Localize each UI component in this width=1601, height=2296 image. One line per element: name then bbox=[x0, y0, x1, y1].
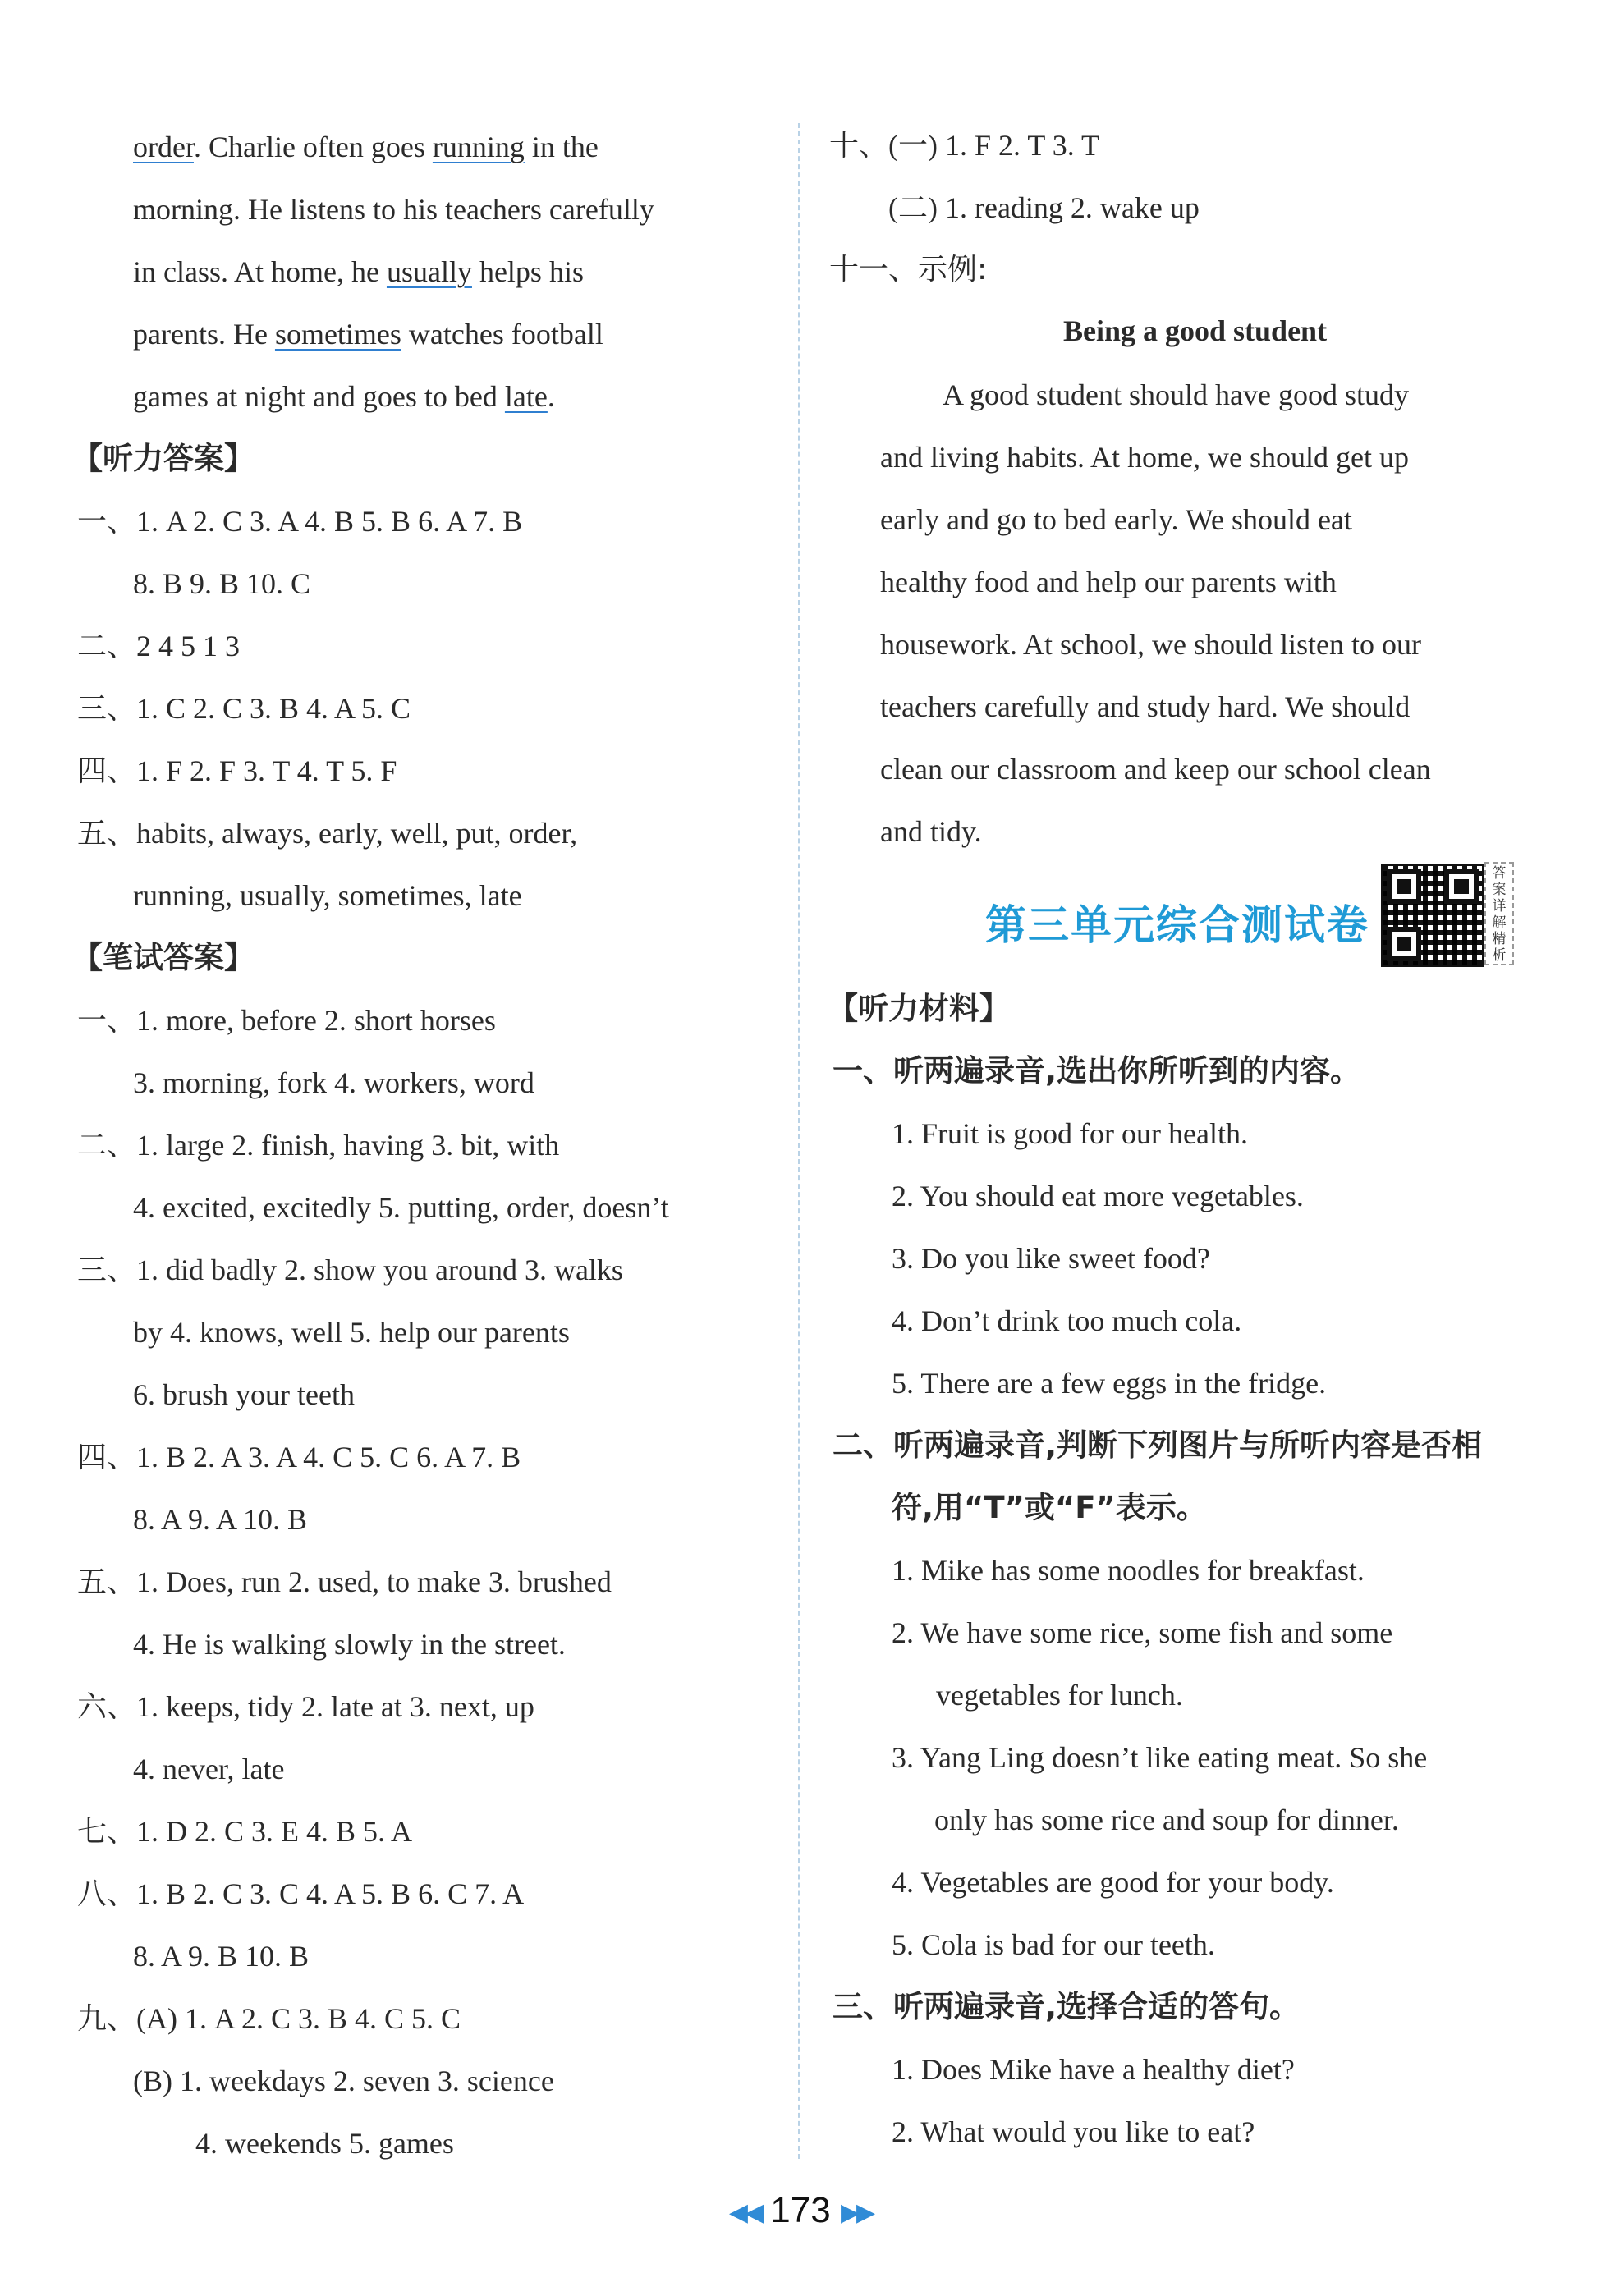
material-item: vegetables for lunch. bbox=[936, 1679, 1183, 1712]
essay-line: healthy food and help our parents with bbox=[880, 566, 1337, 598]
written-line: 3. morning, fork 4. workers, word bbox=[133, 1066, 534, 1099]
written-answers-header: 【笔试答案】 bbox=[72, 940, 255, 975]
written-line: 六、1. keeps, tidy 2. late at 3. next, up bbox=[77, 1690, 534, 1723]
written-line: 4. weekends 5. games bbox=[195, 2127, 454, 2160]
written-line: (B) 1. weekdays 2. seven 3. science bbox=[133, 2065, 554, 2097]
written-line: 七、1. D 2. C 3. E 4. B 5. A bbox=[77, 1815, 413, 1848]
passage-line-5: games at night and goes to bed late. bbox=[133, 380, 555, 413]
listening-line: running, usually, sometimes, late bbox=[133, 879, 522, 912]
material-item: 1. Mike has some noodles for breakfast. bbox=[892, 1554, 1365, 1587]
material-item: 5. Cola is bad for our teeth. bbox=[892, 1928, 1215, 1961]
essay-line: and living habits. At home, we should get up bbox=[880, 441, 1409, 474]
passage-line-1: order. Charlie often goes running in the bbox=[133, 131, 599, 163]
answer-eleven-line: 十一、示例: bbox=[829, 253, 988, 286]
essay-line: early and go to bed early. We should eat bbox=[880, 503, 1352, 536]
written-line: 4. never, late bbox=[133, 1753, 285, 1785]
prev-page-arrows-icon[interactable]: ◀◀ bbox=[728, 2198, 761, 2226]
written-line: 4. excited, excitedly 5. putting, order, doesn’t bbox=[133, 1191, 669, 1224]
answer-ten-line: 十、(一) 1. F 2. T 3. T bbox=[829, 129, 1100, 162]
written-line: 三、1. did badly 2. show you around 3. walks bbox=[77, 1253, 623, 1286]
qr-answer-tag: 答 案 详 解 精 析 bbox=[1484, 862, 1514, 965]
essay-line: and tidy. bbox=[880, 815, 982, 848]
written-line: 8. A 9. B 10. B bbox=[133, 1940, 310, 1973]
listening-answers-header: 【听力答案】 bbox=[72, 441, 255, 476]
material-item: 2. What would you like to eat? bbox=[892, 2115, 1255, 2148]
listening-line: 一、1. A 2. C 3. A 4. B 5. B 6. A 7. B bbox=[77, 505, 523, 538]
material-item: 1. Fruit is good for our health. bbox=[892, 1117, 1248, 1150]
material-item: 1. Does Mike have a healthy diet? bbox=[892, 2053, 1295, 2086]
material-item: only has some rice and soup for dinner. bbox=[934, 1803, 1399, 1836]
listening-line: 8. B 9. B 10. C bbox=[133, 567, 311, 600]
material-item: 2. You should eat more vegetables. bbox=[892, 1180, 1304, 1212]
unit-title: 第三单元综合测试卷 bbox=[985, 901, 1369, 949]
written-line: 五、1. Does, run 2. used, to make 3. brushed bbox=[77, 1565, 612, 1598]
listening-material-header: 【听力材料】 bbox=[828, 991, 1010, 1026]
page-number: 173 bbox=[770, 2190, 831, 2230]
written-line: 九、(A) 1. A 2. C 3. B 4. C 5. C bbox=[77, 2002, 461, 2035]
written-line: 一、1. more, before 2. short horses bbox=[77, 1004, 496, 1037]
section-one-heading: 一、听两遍录音,选出你所听到的内容。 bbox=[833, 1053, 1361, 1088]
section-three-heading: 三、听两遍录音,选择合适的答句。 bbox=[833, 1989, 1301, 2024]
listening-line: 二、2 4 5 1 3 bbox=[77, 630, 241, 662]
answer-ten-b-line: (二) 1. reading 2. wake up bbox=[888, 191, 1200, 224]
passage-line-3: in class. At home, he usually helps his bbox=[133, 255, 584, 288]
written-line: 八、1. B 2. C 3. C 4. A 5. B 6. C 7. A bbox=[77, 1877, 525, 1910]
listening-line: 四、1. F 2. F 3. T 4. T 5. F bbox=[77, 754, 397, 787]
written-line: 8. A 9. A 10. B bbox=[133, 1503, 308, 1536]
qr-code-icon[interactable] bbox=[1381, 864, 1484, 967]
material-item: 5. There are a few eggs in the fridge. bbox=[892, 1367, 1327, 1400]
material-item: 4. Vegetables are good for your body. bbox=[892, 1866, 1334, 1899]
listening-line: 三、1. C 2. C 3. B 4. A 5. C bbox=[77, 692, 411, 725]
passage-line-2: morning. He listens to his teachers carefully bbox=[133, 193, 654, 226]
written-line: by 4. knows, well 5. help our parents bbox=[133, 1316, 570, 1349]
column-divider bbox=[798, 123, 800, 2159]
listening-line: 五、habits, always, early, well, put, order, bbox=[77, 817, 578, 850]
qr-finder-icon bbox=[1444, 869, 1479, 904]
material-item: 2. We have some rice, some fish and some bbox=[892, 1616, 1393, 1649]
written-line: 6. brush your teeth bbox=[133, 1378, 355, 1411]
section-two-heading: 二、听两遍录音,判断下列图片与所听内容是否相 bbox=[833, 1428, 1483, 1463]
written-line: 二、1. large 2. finish, having 3. bit, with bbox=[77, 1129, 560, 1162]
section-two-heading-cont: 符,用“T”或“F”表示。 bbox=[892, 1490, 1207, 1525]
written-line: 四、1. B 2. A 3. A 4. C 5. C 6. A 7. B bbox=[77, 1441, 521, 1473]
material-item: 3. Do you like sweet food? bbox=[892, 1242, 1210, 1275]
essay-line: housework. At school, we should listen to our bbox=[880, 628, 1421, 661]
essay-line: A good student should have good study bbox=[943, 378, 1409, 411]
material-item: 3. Yang Ling doesn’t like eating meat. So she bbox=[892, 1741, 1428, 1774]
page-footer bbox=[706, 2190, 895, 2231]
next-page-arrows-icon[interactable]: ▶▶ bbox=[840, 2198, 873, 2226]
essay-title: Being a good student bbox=[1063, 314, 1328, 347]
material-item: 4. Don’t drink too much cola. bbox=[892, 1304, 1242, 1337]
passage-line-4: parents. He sometimes watches football bbox=[133, 318, 603, 351]
qr-finder-icon bbox=[1387, 869, 1421, 904]
written-line: 4. He is walking slowly in the street. bbox=[133, 1628, 566, 1661]
qr-finder-icon bbox=[1387, 927, 1421, 961]
essay-line: clean our classroom and keep our school clean bbox=[880, 753, 1431, 786]
essay-line: teachers carefully and study hard. We should bbox=[880, 690, 1411, 723]
